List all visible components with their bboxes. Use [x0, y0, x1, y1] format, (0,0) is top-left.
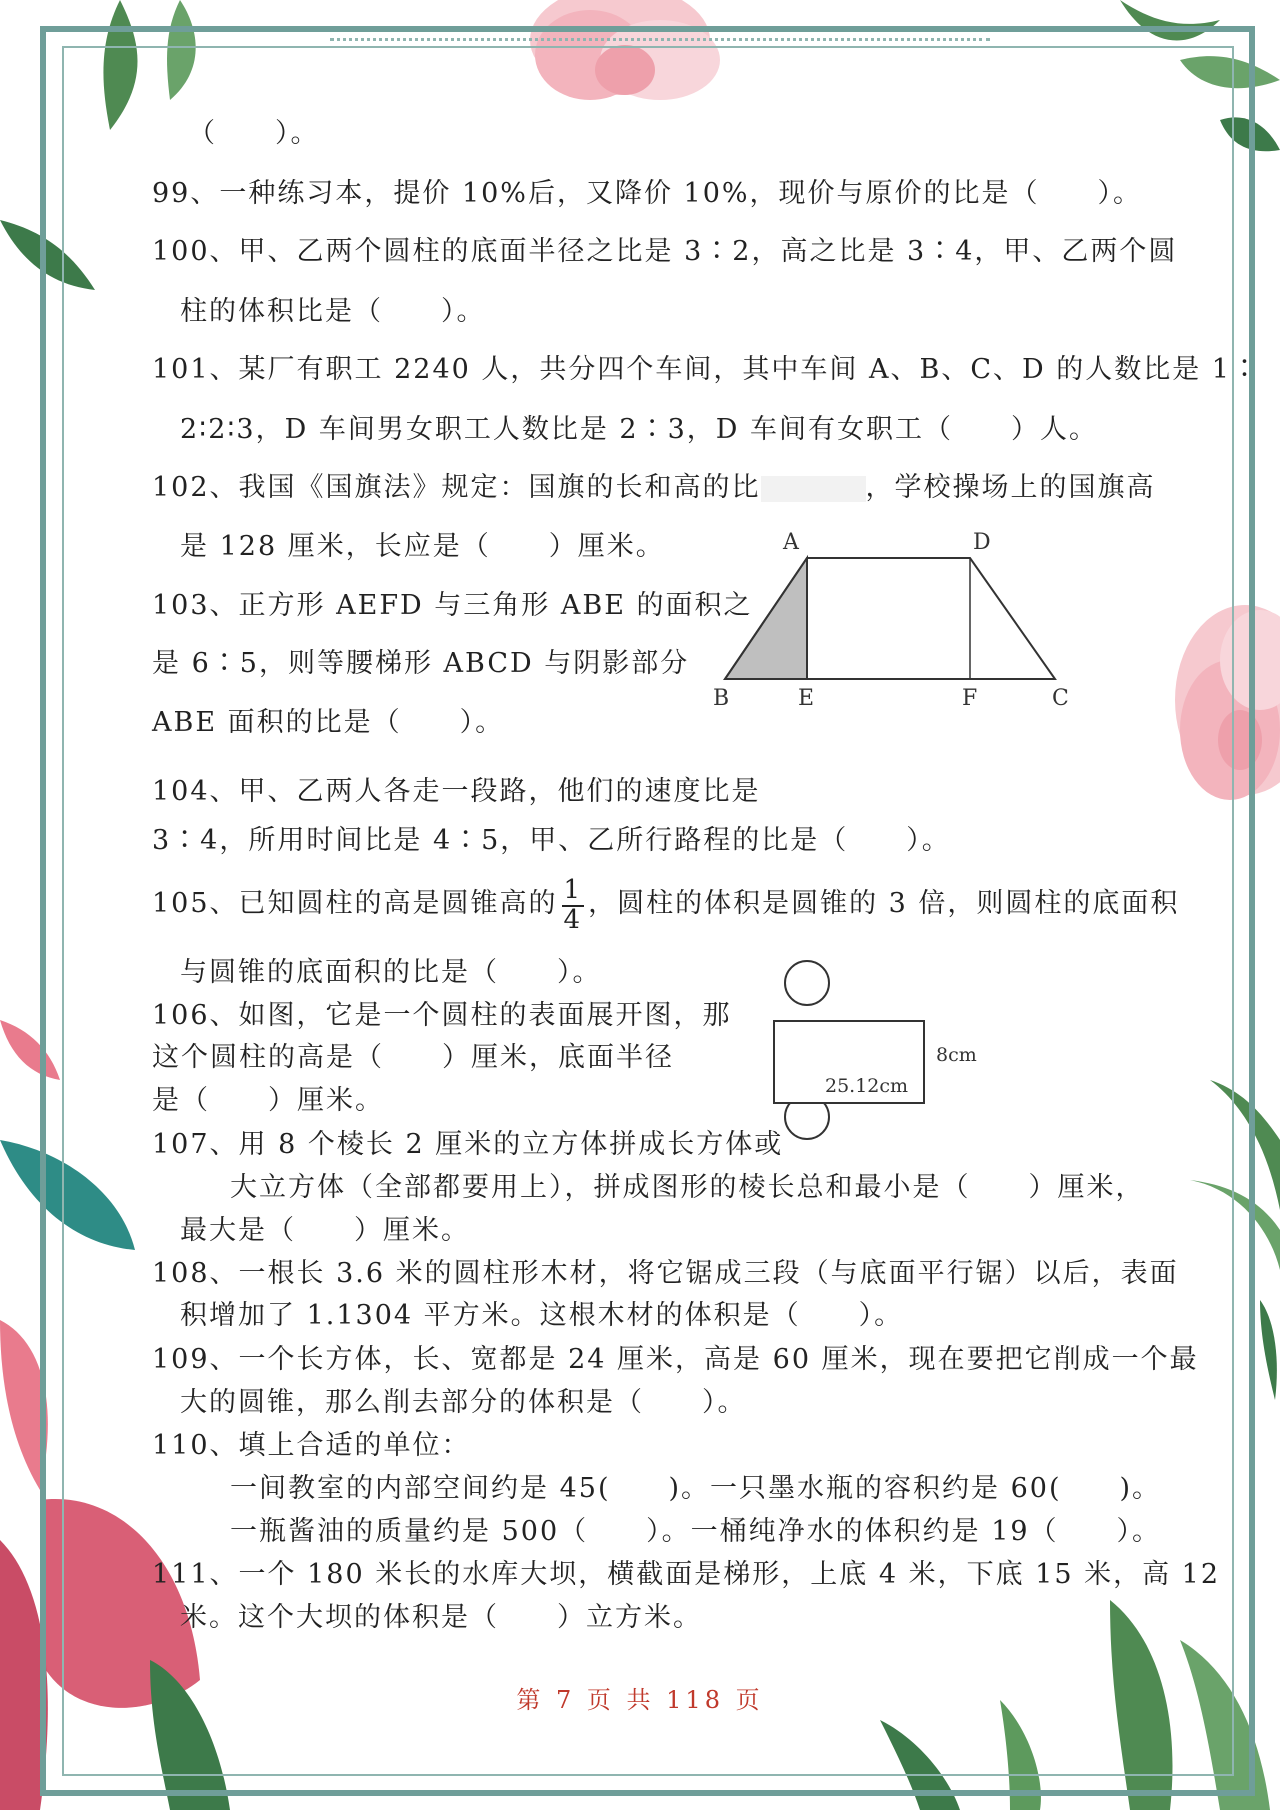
question-102-text-b: ，学校操场上的国旗高: [865, 472, 1156, 503]
page-number-footer: 第 7 页 共 118 页: [516, 1686, 764, 1714]
question-105-text-a: 105、已知圆柱的高是圆锥高的: [152, 888, 558, 919]
fraction-one-quarter: [562, 874, 585, 935]
question-111-line1: 111、一个 180 米长的水库大坝，横截面是梯形，上底 4 米，下底 15 米，高 12: [152, 1559, 1221, 1590]
question-110-line2: 一瓶酱油的质量约是 500（ ）。一桶纯净水的体积约是 19（ ）。: [230, 1516, 1162, 1547]
question-101-line2: 2∶2∶3，D 车间男女职工人数比是 2∶3，D 车间有女职工（ ）人。: [180, 414, 1098, 445]
q98-continuation: （ ）。: [188, 118, 320, 149]
question-101-line1: 101、某厂有职工 2240 人，共分四个车间，其中车间 A、B、C、D 的人数比是 1∶: [152, 354, 1260, 385]
question-107-line1: 107、用 8 个棱长 2 厘米的立方体拼成长方体或: [152, 1129, 784, 1160]
question-109-line2: 大的圆锥，那么削去部分的体积是（ ）。: [180, 1387, 747, 1418]
question-102-line2: 是 128 厘米，长应是（ ）厘米。: [180, 531, 665, 562]
question-105-line2: 与圆锥的底面积的比是（ ）。: [180, 957, 602, 988]
rect-width-label: 25.12cm: [825, 1075, 909, 1097]
vertex-e-label: E: [798, 686, 815, 711]
trapezoid-figure: [705, 525, 1085, 715]
question-103-line2: 是 6∶5，则等腰梯形 ABCD 与阴影部分: [152, 648, 690, 679]
top-base-circle: [785, 961, 829, 1005]
question-109-line1: 109、一个长方体，长、宽都是 24 厘米，高是 60 厘米，现在要把它削成一个最: [152, 1344, 1199, 1375]
question-106-line3: 是（ ）厘米。: [152, 1085, 384, 1116]
question-104-line1: 104、甲、乙两人各走一段路，他们的速度比是: [152, 776, 761, 807]
question-110-line1: 一间教室的内部空间约是 45( )。一只墨水瓶的容积约是 60( )。: [230, 1473, 1162, 1504]
vertex-b-label: B: [713, 686, 730, 711]
question-111-line2: 米。这个大坝的体积是（ ）立方米。: [180, 1602, 702, 1633]
question-108-line2: 积增加了 1.1304 平方米。这根木材的体积是（ ）。: [180, 1300, 904, 1331]
question-106-line1: 106、如图，它是一个圆柱的表面展开图，那: [152, 1000, 732, 1031]
fraction-denominator: 4: [563, 904, 583, 935]
question-100-line1: 100、甲、乙两个圆柱的底面半径之比是 3∶2，高之比是 3∶4，甲、乙两个圆: [152, 236, 1178, 267]
question-107-line3: 最大是（ ）厘米。: [180, 1215, 470, 1246]
question-103-line3: ABE 面积的比是（ ）。: [152, 707, 505, 738]
question-99: 99、一种练习本，提价 10%后，又降价 10%，现价与原价的比是（ ）。: [152, 178, 1143, 209]
cylinder-net-figure: [760, 955, 990, 1145]
blurred-ratio-placeholder: [761, 476, 866, 502]
question-110-title: 110、填上合适的单位：: [152, 1430, 471, 1461]
vertex-a-label: A: [783, 530, 799, 555]
vertex-c-label: C: [1052, 686, 1069, 711]
question-107-line2: 大立方体（全部都要用上），拼成图形的棱长总和最小是（ ）厘米，: [230, 1172, 1145, 1203]
rect-height-label: 8cm: [936, 1044, 977, 1066]
vertex-f-label: F: [962, 686, 978, 711]
question-106-line2: 这个圆柱的高是（ ）厘米，底面半径: [152, 1042, 674, 1073]
question-108-line1: 108、一根长 3.6 米的圆柱形木材，将它锯成三段（与底面平行锯）以后，表面: [152, 1258, 1179, 1289]
question-103-line1: 103、正方形 AEFD 与三角形 ABE 的面积之: [152, 590, 753, 621]
vertex-d-label: D: [973, 530, 991, 555]
question-102-line1: [152, 470, 1156, 506]
question-105-text-b: ，圆柱的体积是圆锥的 3 倍，则圆柱的底面积: [588, 888, 1180, 919]
question-105-line1: [152, 870, 1179, 938]
fraction-numerator: 1: [563, 874, 583, 905]
question-100-line2: 柱的体积比是（ ）。: [180, 296, 486, 327]
question-104-line2: 3∶4，所用时间比是 4∶5，甲、乙所行路程的比是（ ）。: [152, 825, 951, 856]
question-102-text-a: 102、我国《国旗法》规定：国旗的长和高的比: [152, 472, 761, 503]
